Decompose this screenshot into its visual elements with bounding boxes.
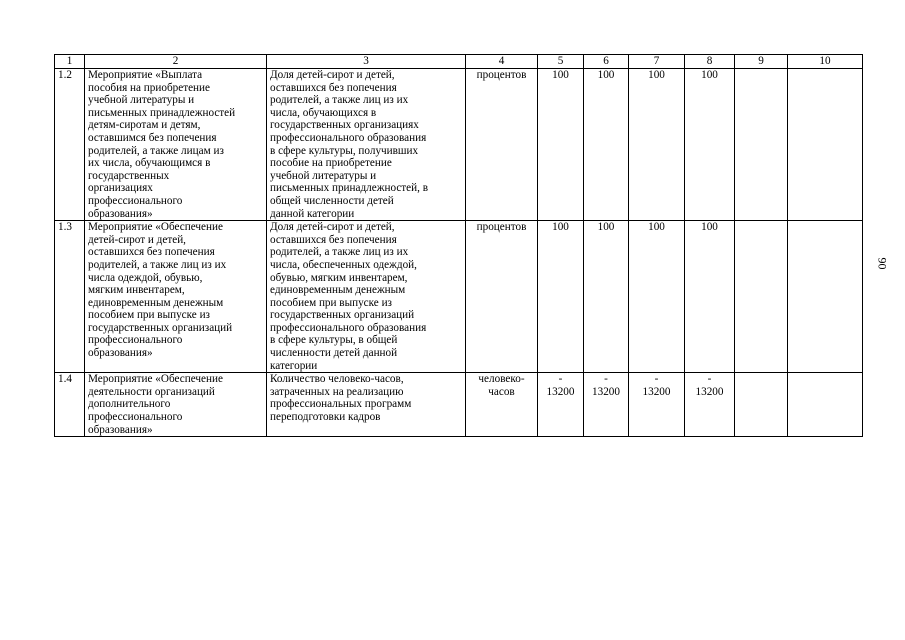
value-cell-10	[788, 69, 863, 221]
unit-cell: процентов	[466, 69, 538, 221]
value-cell-9	[735, 69, 788, 221]
table-row	[55, 221, 863, 373]
value-cell-5: - 13200	[538, 373, 584, 437]
event-cell: Мероприятие «Обеспечение деятельности организаций дополнительного профессионального образования»	[85, 373, 267, 437]
value-cell-5: 100	[538, 69, 584, 221]
header-col-1: 1	[55, 55, 85, 69]
header-col-7: 7	[629, 55, 685, 69]
value-cell-6: 100	[584, 69, 629, 221]
event-cell: Мероприятие «Выплата пособия на приобретение учебной литературы и письменных принадлежностей детям-сиротам и детям, оставшимся без попечения родителей, а также лицам из их числа, обучающимся в государственных организациях профессионального образования»	[85, 69, 267, 221]
header-col-10: 10	[788, 55, 863, 69]
value-cell-7: 100	[629, 221, 685, 373]
header-col-3: 3	[267, 55, 466, 69]
value-cell-7: - 13200	[629, 373, 685, 437]
indicator-cell: Количество человеко-часов, затраченных на реализацию профессиональных программ переподготовки кадров	[267, 373, 466, 437]
header-col-9: 9	[735, 55, 788, 69]
indicator-cell: Доля детей-сирот и детей, оставшихся без попечения родителей, а также лиц из их числа, обеспеченных одеждой, обувью, мягким инвентарем, единовременным денежным пособием при выпуске из государственных организаций профессионального образования в сфере культуры, в общей численности детей данной категории	[267, 221, 466, 373]
event-cell: Мероприятие «Обеспечение детей-сирот и детей, оставшихся без попечения родителей, а также лиц из их числа одеждой, обувью, мягким инвентарем, единовременным денежным пособием при выпуске из государственных организаций профессионального образования»	[85, 221, 267, 373]
header-col-5: 5	[538, 55, 584, 69]
value-cell-8: - 13200	[685, 373, 735, 437]
row-number: 1.2	[55, 69, 85, 221]
header-col-2: 2	[85, 55, 267, 69]
header-col-6: 6	[584, 55, 629, 69]
value-cell-10	[788, 373, 863, 437]
indicator-cell: Доля детей-сирот и детей, оставшихся без попечения родителей, а также лиц из их числа, обучающихся в государственных организациях профессионального образования в сфере культуры, получивших пособие на приобретение учебной литературы и письменных принадлежностей, в общей численности детей данной категории	[267, 69, 466, 221]
value-cell-8: 100	[685, 69, 735, 221]
table-row	[55, 373, 863, 437]
row-number: 1.3	[55, 221, 85, 373]
header-col-8: 8	[685, 55, 735, 69]
unit-cell: человеко- часов	[466, 373, 538, 437]
value-cell-8: 100	[685, 221, 735, 373]
page-number: 90	[875, 257, 890, 270]
value-cell-6: - 13200	[584, 373, 629, 437]
value-cell-6: 100	[584, 221, 629, 373]
value-cell-9	[735, 373, 788, 437]
row-number: 1.4	[55, 373, 85, 437]
header-col-4: 4	[466, 55, 538, 69]
value-cell-10	[788, 221, 863, 373]
value-cell-7: 100	[629, 69, 685, 221]
table-row	[55, 69, 863, 221]
value-cell-9	[735, 221, 788, 373]
indicators-table	[54, 54, 863, 437]
unit-cell: процентов	[466, 221, 538, 373]
value-cell-5: 100	[538, 221, 584, 373]
table-header-row	[55, 55, 863, 69]
